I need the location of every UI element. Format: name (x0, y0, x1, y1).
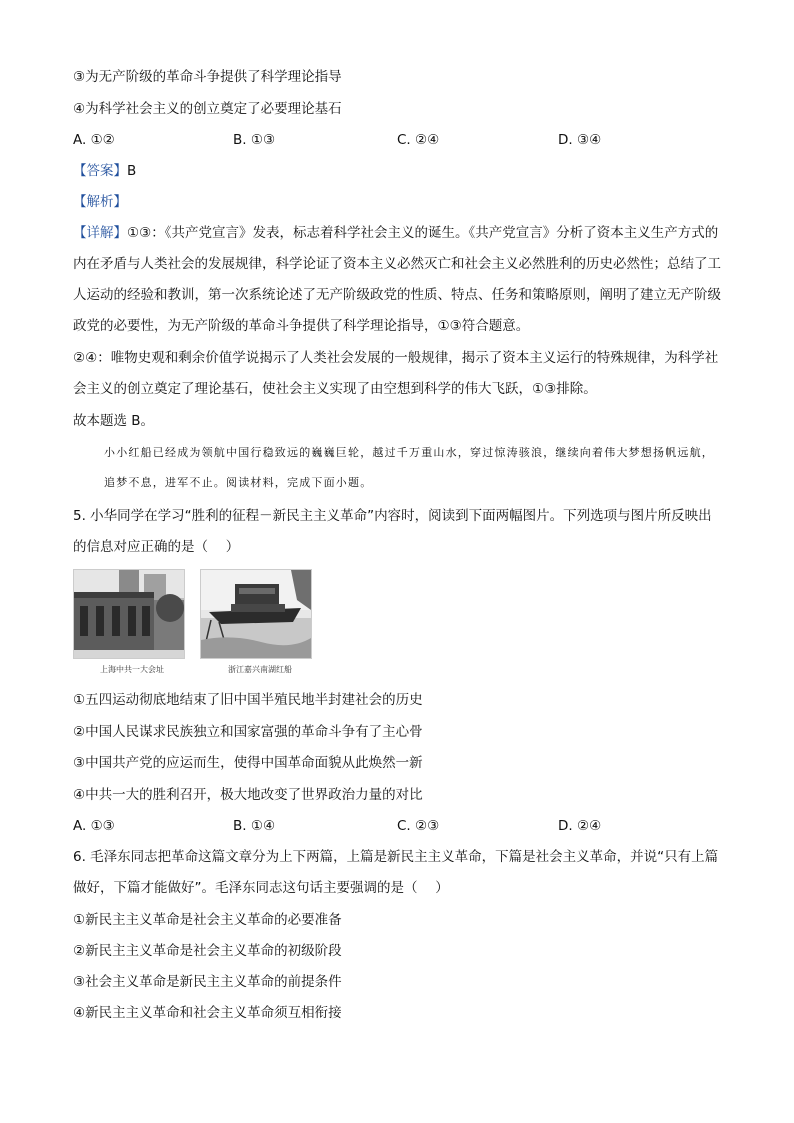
q5-options (73, 816, 723, 836)
reading-intro: 小小红船已经成为领航中国行稳致远的巍巍巨轮，越过千万重山水，穿过惊涛骇浪，继续向着伟大梦想扬帆远航，追梦不息，进军不止。阅读材料，完成下面小题。 (104, 446, 714, 489)
option-b: B. ①③ (233, 132, 276, 148)
building-image (74, 570, 184, 658)
photo-red-boat (200, 569, 312, 659)
q5-stem: 5. 小华同学在学习“胜利的征程－新民主主义革命”内容时，阅读到下面两幅图片。下列选项与图片所反映出的信息对应正确的是（ ） (73, 508, 712, 555)
answer-line (73, 161, 136, 181)
q6-item-3: ③社会主义革命是新民主主义革命的前提条件 (73, 974, 342, 990)
q4-options (73, 130, 723, 150)
conclusion: 故本题选 B。 (73, 413, 155, 429)
caption-boat: 浙江嘉兴南湖红船 (228, 665, 292, 674)
detail-paragraph-1 (73, 218, 723, 342)
detail-text-1: ①③：《共产党宣言》发表，标志着科学社会主义的诞生。《共产党宣言》分析了资本主义生产方式的内在矛盾与人类社会的发展规律，科学论证了资本主义必然灭亡和社会主义必然胜利的历史必然性；总结了工人运动的经验和教训，第一次系统论述了无产阶级政党的性质、特点、任务和策略原则，阐明了建立无产阶级政党的必要性，为无产阶级的革命斗争提供了科学理论指导，①③符合题意。 (73, 225, 721, 334)
q6-stem: 6. 毛泽东同志把革命这篇文章分为上下两篇，上篇是新民主主义革命，下篇是社会主义革命，并说“只有上篇做好，下篇才能做好”。毛泽东同志这句话主要强调的是（ ） (73, 849, 719, 896)
answer-tag: 【答案】 (73, 163, 127, 179)
option-b: B. ①④ (233, 818, 276, 834)
option-d: D. ③④ (558, 132, 602, 148)
statement-3: ③为无产阶级的革命斗争提供了科学理论指导 (73, 69, 342, 85)
q6-item-1: ①新民主主义革命是社会主义革命的必要准备 (73, 912, 342, 928)
q6-item-2: ②新民主主义革命是社会主义革命的初级阶段 (73, 943, 342, 959)
option-c: C. ②④ (397, 132, 440, 148)
q5-item-4: ④中共一大的胜利召开，极大地改变了世界政治力量的对比 (73, 787, 423, 803)
detail-tag: 【详解】 (73, 225, 127, 241)
option-c: C. ②③ (397, 818, 440, 834)
q5-item-1: ①五四运动彻底地结束了旧中国半殖民地半封建社会的历史 (73, 692, 423, 708)
option-a: A. ①③ (73, 818, 115, 834)
caption-building: 上海中共一大会址 (100, 665, 164, 674)
statement-4: ④为科学社会主义的创立奠定了必要理论基石 (73, 101, 342, 117)
analysis-label: 【解析】 (73, 194, 127, 210)
q5-item-2: ②中国人民谋求民族独立和国家富强的革命斗争有了主心骨 (73, 724, 423, 740)
q6-item-4: ④新民主主义革命和社会主义革命须互相衔接 (73, 1005, 342, 1021)
option-a: A. ①② (73, 132, 115, 148)
boat-image (201, 570, 311, 658)
analysis-tag (73, 192, 127, 212)
photo-building (73, 569, 185, 659)
option-d: D. ②④ (558, 818, 602, 834)
answer-value: B (127, 163, 137, 179)
detail-paragraph-2: ②④：唯物史观和剩余价值学说揭示了人类社会发展的一般规律，揭示了资本主义运行的特殊规律，为科学社会主义的创立奠定了理论基石，使社会主义实现了由空想到科学的伟大飞跃，①③排除。 (73, 350, 719, 397)
q5-item-3: ③中国共产党的应运而生，使得中国革命面貌从此焕然一新 (73, 755, 423, 771)
